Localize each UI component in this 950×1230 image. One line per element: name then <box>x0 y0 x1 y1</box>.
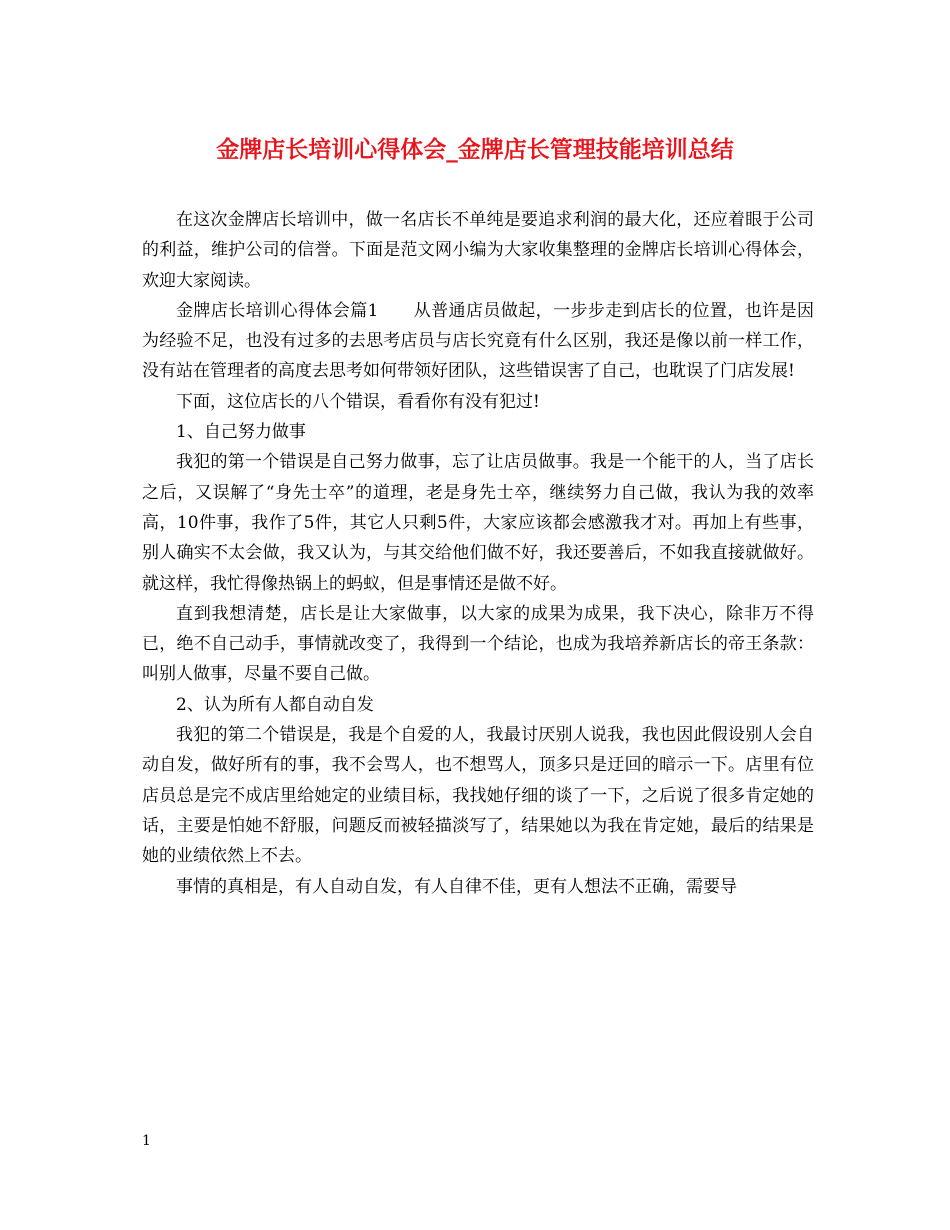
body-paragraph: 我犯的第二个错误是，我是个自爱的人，我最讨厌别人说我，我也因此假设别人会自动自发，做好所有的事，我不会骂人，也不想骂人，顶多只是迂回的暗示一下。店里有位店员总是完不成店里给她定的业绩目标，我找她仔细的谈了一下，之后说了很多肯定她的话，主要是怕她不舒服，问题反而被轻描淡写了，结果她以为我在肯定她，最后的结果是她的业绩依然上不去。 <box>142 725 814 867</box>
body-paragraph: 直到我想清楚，店长是让大家做事，以大家的成果为成果，我下决心，除非万不得已，绝不自己动手，事情就改变了，我得到一个结论，也成为我培养新店长的帝王条款：叫别人做事，尽量不要自己做。 <box>142 603 814 685</box>
body-paragraph: 我犯的第一个错误是自己努力做事，忘了让店员做事。我是一个能干的人，当了店长之后，又误解了“身先士卒”的道理，老是身先士卒，继续努力自己做，我认为我的效率高，10件事，我作了5件，其它人只剩5件，大家应该都会感激我才对。再加上有些事，别人确实不太会做，我又认为，与其交给他们做不好，我还要善后，不如我直接就做好。就这样，我忙得像热锅上的蚂蚁，但是事情还是做不好。 <box>142 452 814 594</box>
page-number: 1 <box>142 1133 151 1149</box>
body-paragraph: 事情的真相是，有人自动自发，有人自律不佳，更有人想法不正确，需要导 <box>176 876 737 897</box>
body-paragraph: 金牌店长培训心得体会篇1 从普通店员做起，一步步走到店长的位置，也许是因为经验不足，也没有过多的去思考店员与店长究竟有什么区别，我还是像以前一样工作，没有站在管理者的高度去思考如何带领好团队，这些错误害了自己，也耽误了门店发展! <box>142 300 814 382</box>
body-paragraph: 2、认为所有人都自动自发 <box>176 694 374 715</box>
body-paragraph: 下面，这位店长的八个错误，看看你有没有犯过! <box>176 391 540 412</box>
document-title: 金牌店长培训心得体会_金牌店长管理技能培训总结 <box>216 136 734 163</box>
document-body <box>142 205 814 902</box>
body-paragraph: 在这次金牌店长培训中，做一名店长不单纯是要追求利润的最大化，还应着眼于公司的利益，维护公司的信誉。下面是范文网小编为大家收集整理的金牌店长培训心得体会，欢迎大家阅读。 <box>142 210 814 291</box>
body-paragraph: 1、自己努力做事 <box>176 422 306 443</box>
